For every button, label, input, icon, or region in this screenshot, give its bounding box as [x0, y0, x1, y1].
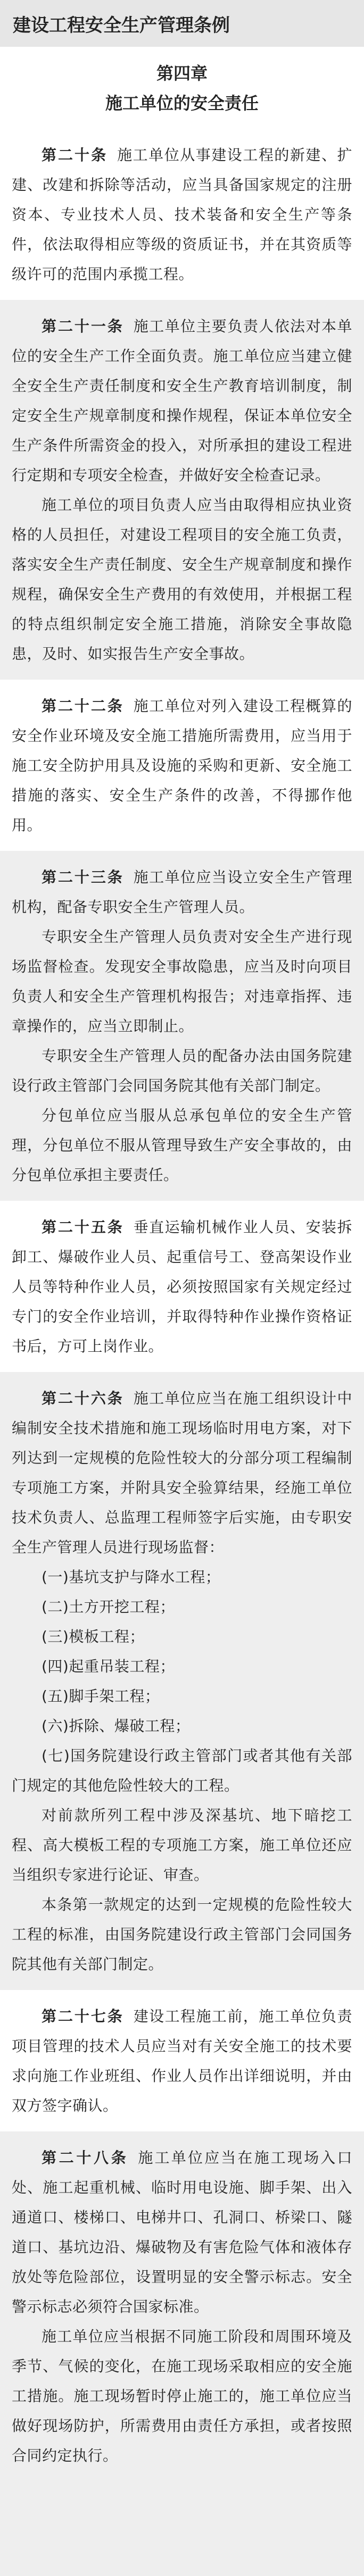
article-label: 第二十三条 [42, 868, 124, 886]
article-23 [0, 851, 364, 1201]
article-27 [0, 1990, 364, 2131]
list-item: (一)基坑支护与降水工程； [42, 1568, 221, 1586]
article-text: 施工单位对列入建设工程概算的安全作业环境及安全施工措施所需费用，应当用于施工安全防护用具及设施的采购和更新、安全施工措施的落实、安全生产条件的改善，不得挪作他用。 [12, 697, 352, 834]
article-label: 第二十七条 [42, 2008, 124, 2025]
list-item: (三)模板工程； [42, 1628, 145, 1645]
article-paragraph: 对前款所列工程中涉及深基坑、地下暗挖工程、高大模板工程的专项施工方案，施工单位还应当组织专家进行论证、审查。 [12, 1806, 352, 1884]
article-label: 第二十八条 [42, 2149, 129, 2167]
article-label: 第二十一条 [42, 317, 124, 335]
article-paragraph [12, 1212, 352, 1361]
article-paragraph [12, 691, 352, 840]
article-label: 第二十条 [42, 146, 108, 164]
article-text: 施工单位从事建设工程的新建、扩建、改建和拆除等活动，应当具备国家规定的注册资本、专业技术人员、技术装备和安全生产等条件，依法取得相应等级的资质证书，并在其资质等级许可的范围内承揽工程。 [12, 146, 352, 283]
chapter-number: 第四章 [156, 63, 208, 83]
article-28 [0, 2131, 364, 2481]
article-paragraph [12, 140, 352, 289]
article-22 [0, 680, 364, 851]
article-paragraph: 施工单位的项目负责人应当由取得相应执业资格的人员担任，对建设工程项目的安全施工负责，落实安全生产责任制度、安全生产规章制度和操作规程，确保安全生产费用的有效使用，并根据工程的特点组织制定安全施工措施，消除安全事故隐患，及时、如实报告生产安全事故。 [12, 496, 352, 663]
list-item: (五)脚手架工程； [42, 1687, 160, 1705]
list-item: (七)国务院建设行政主管部门或者其他有关部门规定的其他危险性较大的工程。 [12, 1747, 352, 1794]
article-25 [0, 1201, 364, 1372]
chapter-header [0, 47, 364, 129]
article-21 [0, 300, 364, 680]
article-text: 垂直运输机械作业人员、安装拆卸工、爆破作业人员、起重信号工、登高架设作业人员等特种作业人员，必须按照国家有关规定经过专门的安全作业培训，并取得特种作业操作资格证书后，方可上岗作业。 [12, 1218, 352, 1355]
article-label: 第二十二条 [42, 697, 124, 715]
article-paragraph: 施工单位应当根据不同施工阶段和周围环境及季节、气候的变化，在施工现场采取相应的安全施工措施。施工现场暂时停止施工的，施工单位应当做好现场防护，所需费用由责任方承担，或者按照合同约定执行。 [12, 2328, 352, 2464]
article-paragraph: 本条第一款规定的达到一定规模的危险性较大工程的标准，由国务院建设行政主管部门会同国务院其他有关部门制定。 [12, 1896, 352, 1973]
article-label: 第二十五条 [42, 1218, 124, 1236]
article-text: 建设工程施工前，施工单位负责项目管理的技术人员应当对有关安全施工的技术要求向施工作业班组、作业人员作出详细说明，并由双方签字确认。 [12, 2008, 352, 2114]
article-paragraph [12, 1384, 352, 1562]
article-paragraph [12, 2143, 352, 2322]
article-text: 施工单位应当在施工现场入口处、施工起重机械、临时用电设施、脚手架、出入通道口、楼梯口、电梯井口、孔洞口、桥梁口、隧道口、基坑边沿、爆破物及有害危险气体和液体存放处等危险部位，设置明显的安全警示标志。安全警示标志必须符合国家标准。 [12, 2149, 352, 2315]
article-paragraph [12, 2002, 352, 2121]
list-item: (四)起重吊装工程； [42, 1658, 175, 1675]
article-20 [0, 129, 364, 300]
article-label: 第二十六条 [42, 1390, 124, 1407]
article-text: 施工单位应当在施工组织设计中编制安全技术措施和施工现场临时用电方案，对下列达到一定规模的危险性较大的分部分项工程编制专项施工方案，并附具安全验算结果，经施工单位技术负责人、总监理工程师签字后实施，由专职安全生产管理人员进行现场监督： [12, 1390, 352, 1556]
article-26 [0, 1372, 364, 1990]
chapter-name: 施工单位的安全责任 [105, 93, 259, 113]
article-paragraph: 分包单位应当服从总承包单位的安全生产管理，分包单位不服从管理导致生产安全事故的，由分包单位承担主要责任。 [12, 1107, 352, 1184]
list-item: (六)拆除、爆破工程； [42, 1717, 191, 1735]
article-paragraph: 专职安全生产管理人员负责对安全生产进行现场监督检查。发现安全事故隐患，应当及时向项目负责人和安全生产管理机构报告；对违章指挥、违章操作的，应当立即制止。 [12, 928, 352, 1035]
article-paragraph [12, 863, 352, 922]
list-item: (二)土方开挖工程； [42, 1598, 175, 1616]
article-paragraph: 专职安全生产管理人员的配备办法由国务院建设行政主管部门会同国务院其他有关部门制定。 [12, 1047, 352, 1094]
article-text: 施工单位应当设立安全生产管理机构，配备专职安全生产管理人员。 [12, 868, 352, 916]
article-text: 施工单位主要负责人依法对本单位的安全生产工作全面负责。施工单位应当建立健全安全生产责任制度和安全生产教育培训制度，制定安全生产规章制度和操作规程，保证本单位安全生产条件所需资金的投入，对所承担的建设工程进行定期和专项安全检查，并做好安全检查记录。 [12, 317, 352, 484]
document-title: 建设工程安全生产管理条例 [0, 0, 364, 47]
article-paragraph [12, 312, 352, 490]
